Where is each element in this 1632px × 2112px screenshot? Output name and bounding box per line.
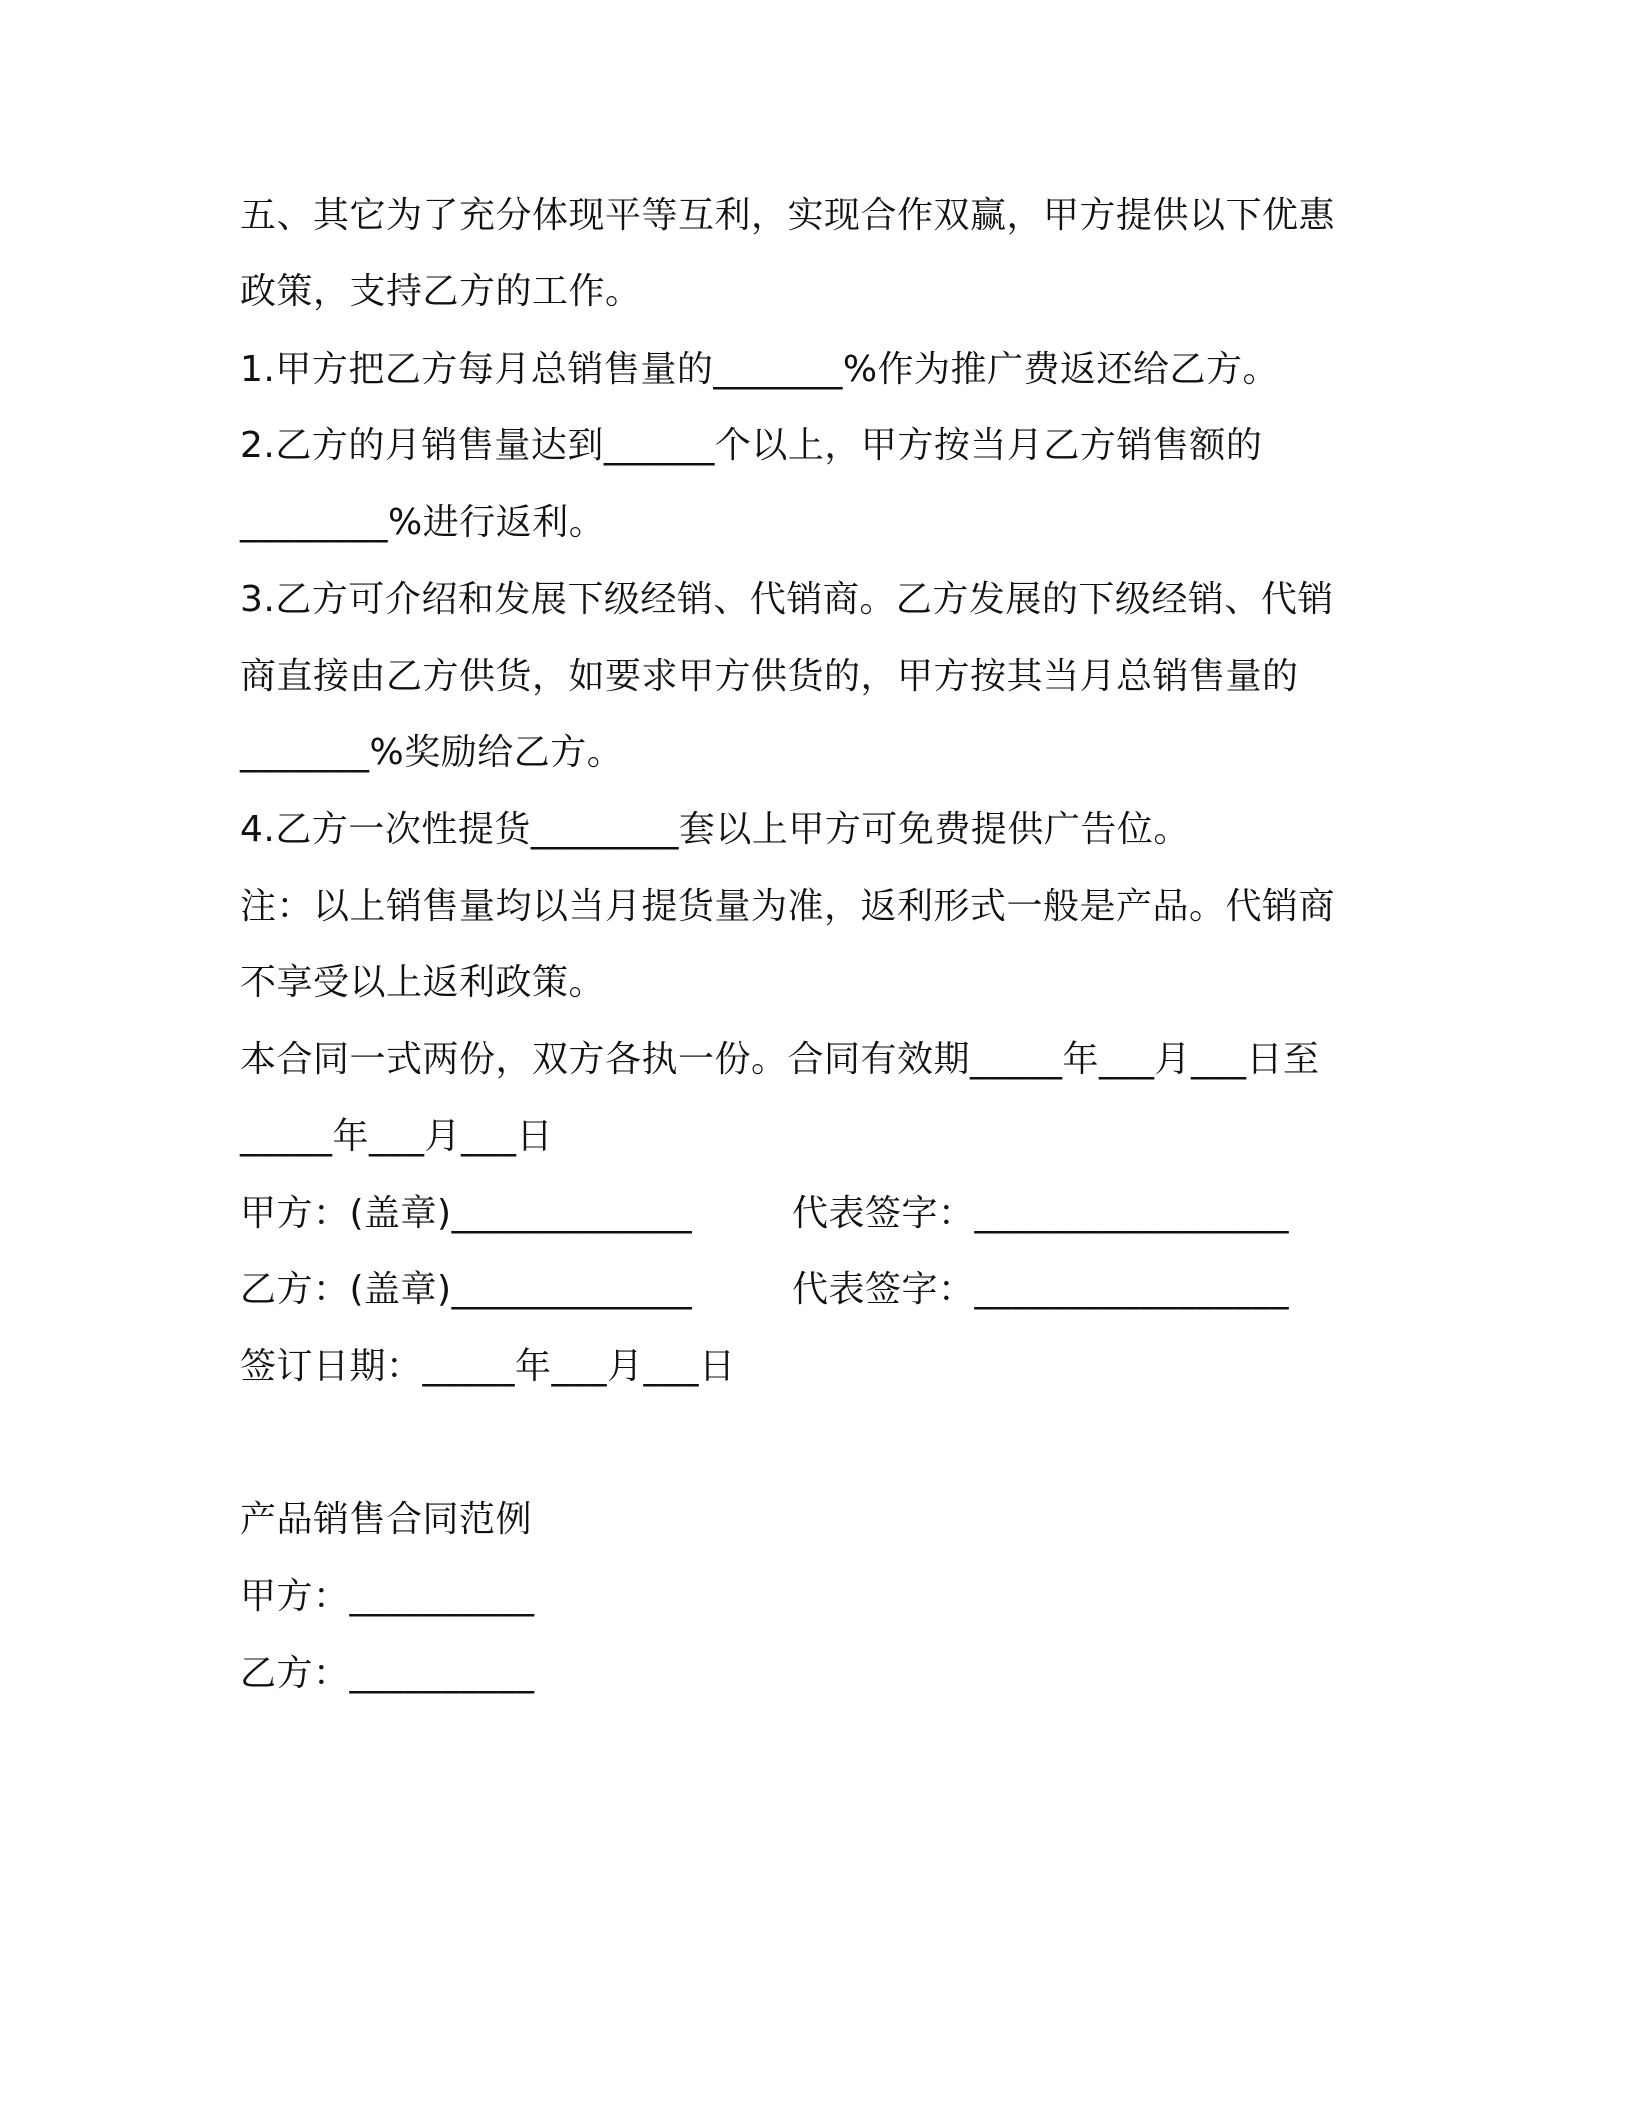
item3-line3: _______%奖励给乙方。 [240,732,624,773]
item4-text: 4.乙方一次性提货________套以上甲方可免费提供广告位。 [240,809,1190,850]
note-line1: 注：以上销售量均以当月提货量为准，返利形式一般是产品。代销商 [240,886,1336,927]
contract-party-a: 甲方：__________ [240,1576,535,1617]
party-b-seal: 乙方：(盖章)_____________ [240,1269,693,1310]
validity-line1: 本合同一式两份，双方各执一份。合同有效期_____年___月___日至 [240,1039,1320,1080]
section5-line2: 政策，支持乙方的工作。 [240,271,642,312]
validity-line2: _____年___月___日 [240,1116,554,1157]
contract-party-b: 乙方：__________ [240,1653,535,1694]
item1-text: 1.甲方把乙方每月总销售量的_______%作为推广费返还给乙方。 [240,349,1280,390]
section5-line1: 五、其它为了充分体现平等互利，实现合作双赢，甲方提供以下优惠 [240,195,1336,236]
item3-line1: 3.乙方可介绍和发展下级经销、代销商。乙方发展的下级经销、代销 [240,579,1334,620]
sign-date: 签订日期：_____年___月___日 [240,1346,736,1387]
item2-line2: ________%进行返利。 [240,502,606,543]
contract-title: 产品销售合同范例 [240,1499,533,1540]
party-a-seal: 甲方：(盖章)_____________ [240,1193,693,1234]
party-a-representative: 代表签字：_________________ [792,1193,1290,1234]
party-b-representative: 代表签字：_________________ [792,1269,1290,1310]
item3-line2: 商直接由乙方供货，如要求甲方供货的，甲方按其当月总销售量的 [240,656,1299,697]
note-line2: 不享受以上返利政策。 [240,962,606,1003]
item2-line1: 2.乙方的月销售量达到______个以上，甲方按当月乙方销售额的 [240,425,1263,466]
